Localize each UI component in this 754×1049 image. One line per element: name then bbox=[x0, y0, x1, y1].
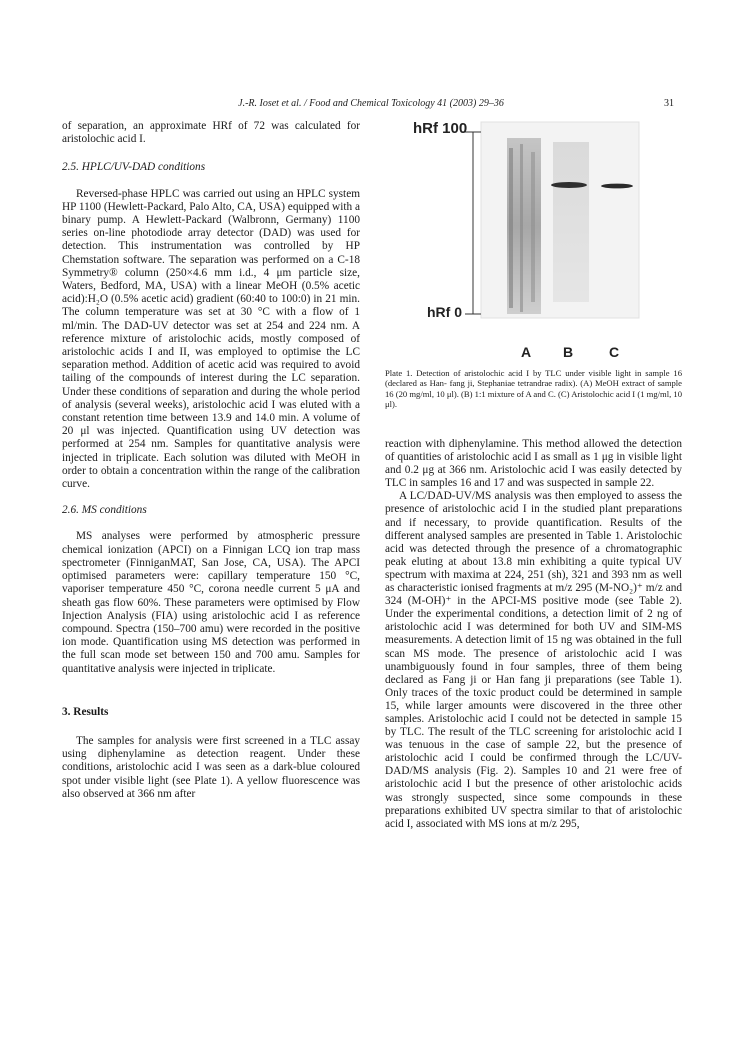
hrf-100-label: hRf 100 bbox=[413, 120, 468, 137]
right-column bbox=[385, 438, 682, 831]
left-column bbox=[62, 120, 360, 801]
lane-a-label: A bbox=[521, 344, 532, 360]
section-3-heading: 3. Results bbox=[62, 705, 109, 718]
section-2-5-paragraph: Reversed-phase HPLC was carried out using an HPLC system HP 1100 (Hewlett-Packard, Palo Alto, CA, USA) equipped with a binary pump. A Hewlett-Packard (Walbronn, Germany) 1100 series on-line photodiode array detector (DAD) was used for detection. This instrumentation was controlled by HP Chemstation software. The separation was performed on a C-18 Symmetry® column (250×4.6 mm i.d., 4 μm particle size, Waters, Bedford, MA, USA) with a linear MeOH (0.5% acetic acid):H₂O (0.5% acetic acid) gradient (60:40 to 100:0) in 21 min. The column temperature was set at 30 °C with a flow of 1 ml/min. The DAD-UV detector was set at 254 and 224 nm. A reference mixture of aristolochic acids, mostly composed of aristolochic acids I and II, was employed to optimise the LC separation method. Addition of acetic acid was required to avoid tailing of the compounds of interest during the LC separation. Under these conditions of separation and during the whole period of analysis (several weeks), aristolochic acid I was eluted with a constant retention time between 13.9 and 14.0 min. A volume of 20 μl was injected. Quantification using UV detection was performed at 254 nm. Samples for quantitative analysis were injected in triplicate. Each solution was diluted with MeOH in order to obtain a concentration within the range of the calibration curve. bbox=[62, 187, 360, 491]
page-number: 31 bbox=[664, 98, 674, 109]
figure-caption: Plate 1. Detection of aristolochic acid I by TLC under visible light in sample 16 (declared as Han- fang ji, Stephaniae tetrandrae radix). (A) MeOH extract of sample 16 (20 mg/ml, 10 μl). (B) 1:1 mixture of A and C. (C) Aristolochic acid I (1 mg/ml, 10 μl). bbox=[385, 368, 682, 410]
intro-paragraph: of separation, an approximate HRf of 72 was calculated for aristolochic acid I. bbox=[62, 120, 360, 146]
section-2-6-heading: 2.6. MS conditions bbox=[62, 504, 147, 517]
lane-b-label: B bbox=[563, 344, 574, 360]
section-3-paragraph: The samples for analysis were first screened in a TLC assay using diphenylamine as detection reagent. Under these conditions, aristolochic acid I was seen as a dark-blue coloured spot under visible light (see Plate 1). A yellow fluorescence was also observed at 366 nm after bbox=[62, 734, 360, 800]
section-2-6-paragraph: MS analyses were performed by atmospheric pressure chemical ionization (APCI) on a Finnigan LCQ ion trap mass spectrometer (FinniganMAT, San Jose, CA, USA). The APCI optimised parameters were: capillary temperature 150 °C, vaporiser temperature 450 °C, corona needle current 5 μA and sheath gas flow 60%. These parameters were optimised by Flow Injection Analysis (FIA) using aristolochic acid I as reference compound. Spectra (150–700 amu) were recorded in the positive ion mode. Quantification using MS detection was performed in the full scan mode set between 150 and 700 amu. Samples for quantitative analysis were injected in triplicate. bbox=[62, 530, 360, 675]
tlc-plate-image bbox=[395, 118, 685, 362]
hrf-0-label: hRf 0 bbox=[427, 304, 462, 320]
tlc-plate-figure bbox=[395, 118, 685, 362]
results-paragraph-2: A LC/DAD-UV/MS analysis was then employed to assess the presence of aristolochic acid I in the studied plant preparations and if necessary, to provide quantification. Results of the different analysed samples are presented in Table 1. Aristolochic acid was detected through the presence of a chromatographic peak eluting at about 13.8 min exhibiting a quite typical UV spectrum with maxima at 224, 251 (sh), 321 and 393 nm as well as characteristic ionised fragments at m/z 295 (M-NO₂)⁺ m/z and 324 (M-OH)⁺ in the APCI-MS positive mode (see Table 2). Under the experimental conditions, a detection limit of 2 ng of aristolochic acid I was determined for both UV and SIM-MS measurements. A detection limit of 15 ng was obtained in the full scan MS mode. The presence of aristolochic acid I was unambiguously found in four samples, three of them being declared as Fang ji or Han fang ji preparations (see Table 1). Only traces of the toxic product could be determined in sample 15, while larger amounts were discovered in the three other samples. Aristolochic acid I could not be detected in sample 15 by TLC. The result of the TLC screening for aristolochic acid I was tenuous in the case of sample 22, but the presence of aristolochic acid I could be confirmed through the LC/UV-DAD/MS analysis (Fig. 2). Samples 10 and 21 were free of aristolochic acid I but the presence of other aristolochic acids was strongly suspected, since some compounds in these preparations exhibited UV spectra similar to that of aristolochic acid I, associated with MS ions at m/z 295, bbox=[385, 490, 682, 830]
lane-c-label: C bbox=[609, 344, 620, 360]
running-header: J.-R. Ioset et al. / Food and Chemical Toxicology 41 (2003) 29–36 bbox=[238, 98, 504, 109]
section-2-5-heading: 2.5. HPLC/UV-DAD conditions bbox=[62, 161, 206, 174]
results-paragraph-1: reaction with diphenylamine. This method allowed the detection of quantities of aristolochic acid I as small as 1 μg in visible light and 0.2 μg at 366 nm. Aristolochic acid I was easily detected by TLC in samples 16 and 17 and was suspected in sample 22. bbox=[385, 438, 682, 490]
